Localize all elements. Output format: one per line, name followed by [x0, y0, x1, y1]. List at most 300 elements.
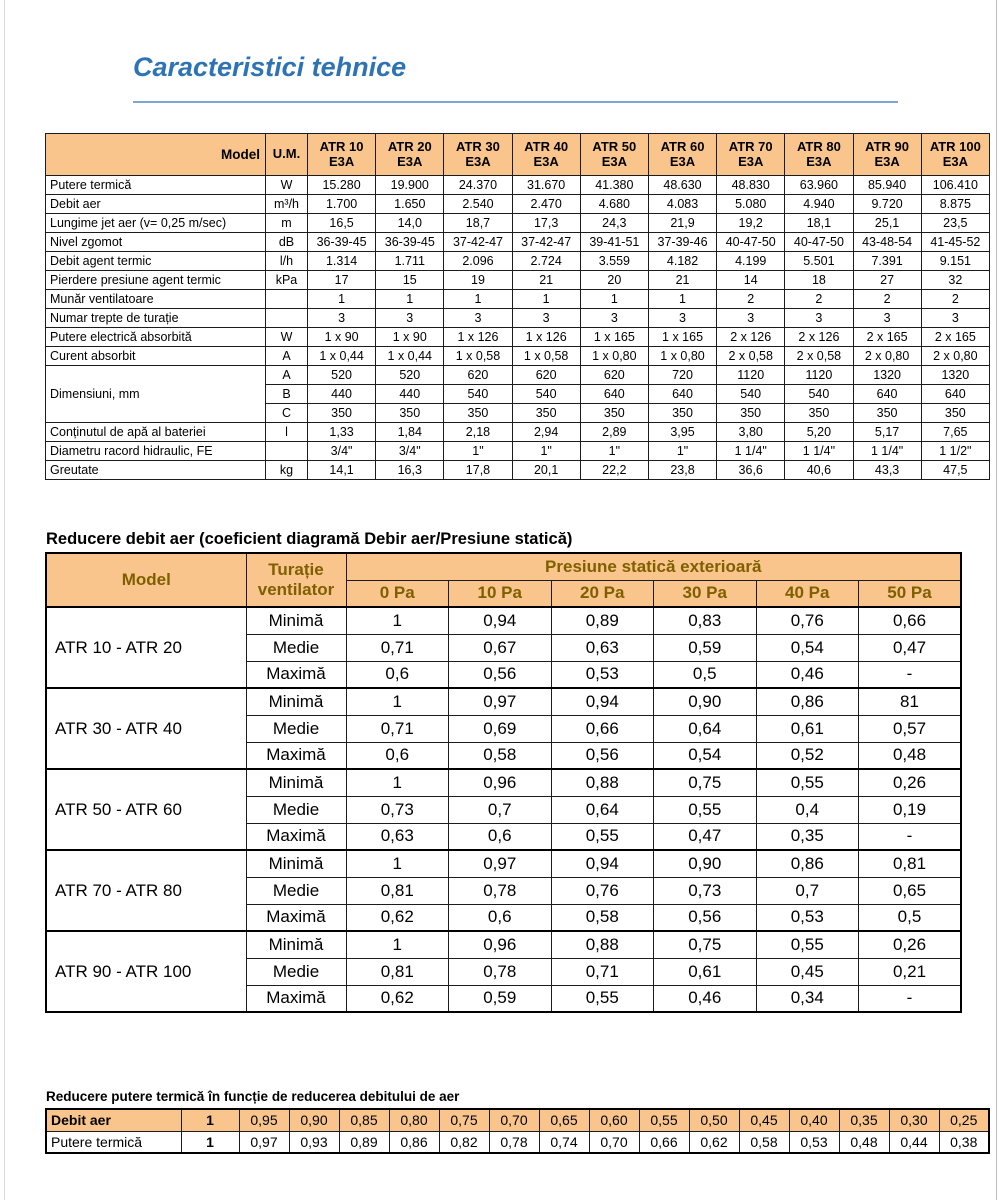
power-value-cell: 0,44 [889, 1131, 939, 1153]
page-edge-right [996, 0, 997, 1200]
spec-value-cell: 2 x 0,80 [921, 347, 989, 366]
spec-value-cell: 2.096 [444, 252, 512, 271]
spec-model-column-header: ATR 30 E3A [444, 134, 512, 176]
airflow-value-cell: 1 [346, 931, 449, 958]
spec-value-cell: 32 [921, 271, 989, 290]
spec-unit-cell: l [266, 423, 308, 442]
spec-value-cell: 2 [921, 290, 989, 309]
spec-value-cell: 1,84 [376, 423, 444, 442]
airflow-value-cell: 0,7 [449, 796, 552, 823]
power-value-cell: 0,74 [539, 1131, 589, 1153]
airflow-model-cell: ATR 30 - ATR 40 [46, 688, 246, 769]
airflow-value-cell: 0,94 [551, 850, 654, 877]
airflow-pressure-column-header: 50 Pa [859, 580, 962, 607]
airflow-value-cell: 0,64 [654, 715, 757, 742]
spec-model-column-header: ATR 90 E3A [853, 134, 921, 176]
spec-value-cell: 20,1 [512, 461, 580, 480]
airflow-value-cell: 0,52 [756, 742, 859, 769]
airflow-value-cell: 0,90 [654, 850, 757, 877]
airflow-value-cell: 0,21 [859, 958, 962, 985]
power-value-cell: 0,40 [789, 1109, 839, 1131]
spec-row [46, 309, 990, 328]
airflow-value-cell: 0,78 [449, 958, 552, 985]
spec-row-label: Putere termică [46, 176, 266, 195]
spec-unit-cell: B [266, 385, 308, 404]
airflow-value-cell: 0,55 [551, 985, 654, 1012]
power-value-cell: 0,75 [439, 1109, 489, 1131]
spec-value-cell: 4.083 [648, 195, 716, 214]
spec-value-cell: 1 x 0,80 [580, 347, 648, 366]
airflow-value-cell: 0,5 [654, 661, 757, 688]
spec-row-label: Debit agent termic [46, 252, 266, 271]
spec-value-cell: 640 [648, 385, 716, 404]
airflow-value-cell: 0,88 [551, 769, 654, 796]
spec-value-cell: 1 x 0,44 [376, 347, 444, 366]
airflow-header-row-1 [46, 553, 961, 580]
power-value-cell: 0,85 [339, 1109, 389, 1131]
spec-value-cell: 540 [717, 385, 785, 404]
airflow-speed-cell: Medie [246, 715, 346, 742]
power-value-cell: 0,93 [289, 1131, 339, 1153]
airflow-speed-cell: Maximă [246, 661, 346, 688]
spec-value-cell: 2.470 [512, 195, 580, 214]
power-value-cell: 0,82 [439, 1131, 489, 1153]
airflow-value-cell: 0,46 [756, 661, 859, 688]
spec-row-label: Lungime jet aer (v= 0,25 m/sec) [46, 214, 266, 233]
spec-row [46, 195, 990, 214]
spec-value-cell: 3 [785, 309, 853, 328]
spec-value-cell: 1.650 [376, 195, 444, 214]
spec-value-cell: 2 x 126 [717, 328, 785, 347]
spec-value-cell: 2 x 0,58 [717, 347, 785, 366]
airflow-value-cell: 0,97 [449, 688, 552, 715]
spec-row [46, 461, 990, 480]
spec-unit-cell [266, 290, 308, 309]
spec-value-cell: 7.391 [853, 252, 921, 271]
airflow-table-body [46, 607, 961, 1012]
power-value-cell: 0,45 [739, 1109, 789, 1131]
fanspeed-line2: ventilator [257, 580, 335, 599]
spec-unit-cell: W [266, 328, 308, 347]
spec-value-cell: 15 [376, 271, 444, 290]
spec-row-label: Debit aer [46, 195, 266, 214]
airflow-pressure-column-header: 0 Pa [346, 580, 449, 607]
airflow-pressure-header: Presiune statică exterioară [346, 553, 961, 580]
spec-row [46, 347, 990, 366]
spec-value-cell: 350 [648, 404, 716, 423]
spec-value-cell: 85.940 [853, 176, 921, 195]
spec-value-cell: 1 x 126 [512, 328, 580, 347]
airflow-value-cell: 81 [859, 688, 962, 715]
airflow-value-cell: 0,94 [551, 688, 654, 715]
airflow-row [46, 769, 961, 796]
spec-unit-cell: W [266, 176, 308, 195]
spec-value-cell: 1 [308, 290, 376, 309]
page-title: Caracteristici tehnice [133, 52, 407, 82]
airflow-value-cell: 0,6 [449, 823, 552, 850]
spec-value-cell: 24,3 [580, 214, 648, 233]
spec-um-header: U.M. [266, 134, 308, 176]
airflow-value-cell: 0,86 [756, 688, 859, 715]
power-value-cell: 0,53 [789, 1131, 839, 1153]
power-table-body [46, 1109, 989, 1153]
spec-unit-cell [266, 442, 308, 461]
spec-value-cell: 4.182 [648, 252, 716, 271]
airflow-speed-cell: Medie [246, 877, 346, 904]
spec-model-column-header: ATR 10 E3A [308, 134, 376, 176]
airflow-value-cell: 0,26 [859, 931, 962, 958]
airflow-value-cell: 0,83 [654, 607, 757, 634]
spec-value-cell: 5,17 [853, 423, 921, 442]
spec-row-label: Curent absorbit [46, 347, 266, 366]
airflow-value-cell: 0,56 [551, 742, 654, 769]
spec-value-cell: 2.540 [444, 195, 512, 214]
spec-value-cell: 15.280 [308, 176, 376, 195]
spec-value-cell: 1 [580, 290, 648, 309]
airflow-value-cell: 0,58 [551, 904, 654, 931]
spec-value-cell: 18,7 [444, 214, 512, 233]
spec-value-cell: 350 [376, 404, 444, 423]
spec-value-cell: 16,3 [376, 461, 444, 480]
spec-value-cell: 2 x 0,58 [785, 347, 853, 366]
power-value-cell: 0,50 [689, 1109, 739, 1131]
spec-row-label: Diametru racord hidraulic, FE [46, 442, 266, 461]
spec-value-cell: 3 [444, 309, 512, 328]
spec-value-cell: 41-45-52 [921, 233, 989, 252]
airflow-value-cell: 0,34 [756, 985, 859, 1012]
airflow-value-cell: 0,59 [654, 634, 757, 661]
spec-row [46, 442, 990, 461]
spec-value-cell: 2.724 [512, 252, 580, 271]
airflow-value-cell: 0,26 [859, 769, 962, 796]
airflow-value-cell: - [859, 985, 962, 1012]
spec-value-cell: 19.900 [376, 176, 444, 195]
power-value-cell: 0,30 [889, 1109, 939, 1131]
spec-value-cell: 3/4" [308, 442, 376, 461]
spec-value-cell: 9.151 [921, 252, 989, 271]
spec-value-cell: 37-42-47 [512, 233, 580, 252]
spec-value-cell: 7,65 [921, 423, 989, 442]
spec-value-cell: 3 [648, 309, 716, 328]
airflow-value-cell: 0,75 [654, 931, 757, 958]
spec-row [46, 290, 990, 309]
spec-value-cell: 1" [648, 442, 716, 461]
airflow-speed-cell: Maximă [246, 985, 346, 1012]
spec-row [46, 271, 990, 290]
airflow-value-cell: 0,67 [449, 634, 552, 661]
power-row [46, 1109, 989, 1131]
spec-value-cell: 21 [512, 271, 580, 290]
airflow-row [46, 607, 961, 634]
spec-value-cell: 9.720 [853, 195, 921, 214]
power-value-cell: 1 [181, 1131, 239, 1153]
spec-value-cell: 14,0 [376, 214, 444, 233]
spec-model-column-header: ATR 40 E3A [512, 134, 580, 176]
spec-value-cell: 31.670 [512, 176, 580, 195]
airflow-value-cell: 0,61 [756, 715, 859, 742]
airflow-row [46, 850, 961, 877]
power-value-cell: 0,62 [689, 1131, 739, 1153]
airflow-value-cell: 0,57 [859, 715, 962, 742]
airflow-value-cell: 0,56 [449, 661, 552, 688]
spec-value-cell: 1320 [853, 366, 921, 385]
spec-value-cell: 620 [580, 366, 648, 385]
airflow-value-cell: 0,65 [859, 877, 962, 904]
spec-row-label: Nivel zgomot [46, 233, 266, 252]
spec-value-cell: 1120 [785, 366, 853, 385]
power-value-cell: 0,38 [939, 1131, 989, 1153]
airflow-value-cell: 0,35 [756, 823, 859, 850]
airflow-speed-cell: Medie [246, 634, 346, 661]
power-value-cell: 0,66 [639, 1131, 689, 1153]
airflow-value-cell: 0,88 [551, 931, 654, 958]
airflow-value-cell: 0,66 [551, 715, 654, 742]
airflow-speed-cell: Maximă [246, 904, 346, 931]
spec-model-column-header: ATR 100 E3A [921, 134, 989, 176]
airflow-value-cell: 0,58 [449, 742, 552, 769]
spec-value-cell: 1 x 126 [444, 328, 512, 347]
spec-value-cell: 4.199 [717, 252, 785, 271]
airflow-value-cell: - [859, 823, 962, 850]
airflow-pressure-column-header: 20 Pa [551, 580, 654, 607]
spec-value-cell: 620 [444, 366, 512, 385]
spec-value-cell: 4.680 [580, 195, 648, 214]
spec-row [46, 328, 990, 347]
spec-value-cell: 48.630 [648, 176, 716, 195]
airflow-model-cell: ATR 70 - ATR 80 [46, 850, 246, 931]
spec-row [46, 423, 990, 442]
spec-value-cell: 2 [853, 290, 921, 309]
spec-value-cell: 540 [785, 385, 853, 404]
spec-value-cell: 37-39-46 [648, 233, 716, 252]
airflow-value-cell: 0,62 [346, 904, 449, 931]
spec-value-cell: 640 [580, 385, 648, 404]
spec-value-cell: 1 x 0,58 [444, 347, 512, 366]
spec-value-cell: 43-48-54 [853, 233, 921, 252]
airflow-value-cell: 1 [346, 688, 449, 715]
spec-row-label: Munăr ventilatoare [46, 290, 266, 309]
airflow-value-cell: 0,54 [654, 742, 757, 769]
power-value-cell: 0,70 [489, 1109, 539, 1131]
spec-value-cell: 1 1/4" [717, 442, 785, 461]
spec-value-cell: 17,8 [444, 461, 512, 480]
spec-value-cell: 23,8 [648, 461, 716, 480]
spec-model-column-header: ATR 60 E3A [648, 134, 716, 176]
airflow-value-cell: 0,6 [449, 904, 552, 931]
airflow-value-cell: 0,76 [756, 607, 859, 634]
spec-value-cell: 5.080 [717, 195, 785, 214]
airflow-value-cell: 0,6 [346, 661, 449, 688]
spec-value-cell: 24.370 [444, 176, 512, 195]
spec-value-cell: 21 [648, 271, 716, 290]
spec-value-cell: 3.559 [580, 252, 648, 271]
spec-unit-cell: m [266, 214, 308, 233]
spec-row-label: Conținutul de apă al bateriei [46, 423, 266, 442]
spec-value-cell: 36,6 [717, 461, 785, 480]
spec-value-cell: 37-42-47 [444, 233, 512, 252]
spec-value-cell: 350 [717, 404, 785, 423]
airflow-value-cell: 0,73 [654, 877, 757, 904]
spec-value-cell: 106.410 [921, 176, 989, 195]
spec-value-cell: 2 [785, 290, 853, 309]
spec-value-cell: 19 [444, 271, 512, 290]
airflow-value-cell: 0,69 [449, 715, 552, 742]
spec-model-header: Model [46, 134, 266, 176]
airflow-value-cell: 1 [346, 607, 449, 634]
airflow-speed-cell: Minimă [246, 931, 346, 958]
airflow-value-cell: 0,76 [551, 877, 654, 904]
spec-value-cell: 1 [444, 290, 512, 309]
spec-value-cell: 1 1/4" [853, 442, 921, 461]
airflow-value-cell: 0,66 [859, 607, 962, 634]
spec-value-cell: 36-39-45 [308, 233, 376, 252]
airflow-speed-cell: Medie [246, 796, 346, 823]
airflow-value-cell: 0,55 [654, 796, 757, 823]
spec-value-cell: 350 [308, 404, 376, 423]
airflow-value-cell: 0,71 [346, 715, 449, 742]
spec-value-cell: 1 x 0,58 [512, 347, 580, 366]
airflow-value-cell: 0,73 [346, 796, 449, 823]
spec-row [46, 366, 990, 385]
airflow-value-cell: 0,53 [756, 904, 859, 931]
power-value-cell: 0,78 [489, 1131, 539, 1153]
airflow-model-cell: ATR 90 - ATR 100 [46, 931, 246, 1012]
airflow-pressure-column-header: 10 Pa [449, 580, 552, 607]
airflow-table [45, 552, 962, 1013]
airflow-model-cell: ATR 50 - ATR 60 [46, 769, 246, 850]
spec-value-cell: 19,2 [717, 214, 785, 233]
airflow-value-cell: 0,7 [756, 877, 859, 904]
airflow-value-cell: 0,81 [859, 850, 962, 877]
airflow-value-cell: - [859, 661, 962, 688]
spec-value-cell: 1 1/2" [921, 442, 989, 461]
spec-row [46, 214, 990, 233]
spec-model-column-header: ATR 80 E3A [785, 134, 853, 176]
spec-value-cell: 1 x 0,80 [648, 347, 716, 366]
spec-value-cell: 3 [512, 309, 580, 328]
airflow-row [46, 688, 961, 715]
spec-value-cell: 3 [308, 309, 376, 328]
airflow-value-cell: 0,6 [346, 742, 449, 769]
spec-value-cell: 3 [853, 309, 921, 328]
airflow-value-cell: 0,5 [859, 904, 962, 931]
spec-value-cell: 47,5 [921, 461, 989, 480]
spec-value-cell: 440 [376, 385, 444, 404]
spec-value-cell: 8.875 [921, 195, 989, 214]
airflow-value-cell: 0,94 [449, 607, 552, 634]
power-value-cell: 0,97 [239, 1131, 289, 1153]
spec-model-column-header: ATR 70 E3A [717, 134, 785, 176]
title-underline [133, 101, 898, 103]
airflow-value-cell: 0,62 [346, 985, 449, 1012]
spec-value-cell: 21,9 [648, 214, 716, 233]
power-row [46, 1131, 989, 1153]
airflow-value-cell: 0,47 [654, 823, 757, 850]
spec-value-cell: 640 [853, 385, 921, 404]
spec-value-cell: 17,3 [512, 214, 580, 233]
spec-value-cell: 4.940 [785, 195, 853, 214]
spec-model-column-header: ATR 20 E3A [376, 134, 444, 176]
airflow-value-cell: 0,97 [449, 850, 552, 877]
airflow-value-cell: 0,55 [756, 769, 859, 796]
spec-value-cell: 1 x 165 [648, 328, 716, 347]
spec-value-cell: 350 [921, 404, 989, 423]
spec-value-cell: 1 x 90 [308, 328, 376, 347]
spec-value-cell: 20 [580, 271, 648, 290]
spec-value-cell: 27 [853, 271, 921, 290]
spec-value-cell: 41.380 [580, 176, 648, 195]
spec-value-cell: 3,95 [648, 423, 716, 442]
airflow-pressure-column-header: 40 Pa [756, 580, 859, 607]
spec-value-cell: 17 [308, 271, 376, 290]
spec-row [46, 176, 990, 195]
airflow-fanspeed-header [246, 553, 346, 607]
spec-value-cell: 2,18 [444, 423, 512, 442]
spec-value-cell: 3/4" [376, 442, 444, 461]
airflow-value-cell: 0,47 [859, 634, 962, 661]
airflow-value-cell: 0,71 [551, 958, 654, 985]
spec-table [45, 133, 990, 480]
airflow-value-cell: 0,89 [551, 607, 654, 634]
spec-value-cell: 23,5 [921, 214, 989, 233]
airflow-value-cell: 0,86 [756, 850, 859, 877]
airflow-value-cell: 0,81 [346, 958, 449, 985]
spec-value-cell: 620 [512, 366, 580, 385]
airflow-value-cell: 0,48 [859, 742, 962, 769]
spec-unit-cell: l/h [266, 252, 308, 271]
spec-value-cell: 1.711 [376, 252, 444, 271]
airflow-value-cell: 0,75 [654, 769, 757, 796]
power-value-cell: 0,90 [289, 1109, 339, 1131]
airflow-value-cell: 1 [346, 769, 449, 796]
power-value-cell: 0,25 [939, 1109, 989, 1131]
spec-value-cell: 2 x 0,80 [853, 347, 921, 366]
airflow-model-header: Model [46, 553, 246, 607]
airflow-value-cell: 0,78 [449, 877, 552, 904]
power-value-cell: 0,95 [239, 1109, 289, 1131]
spec-value-cell: 520 [308, 366, 376, 385]
power-table [45, 1108, 990, 1154]
airflow-value-cell: 0,53 [551, 661, 654, 688]
spec-value-cell: 1 [512, 290, 580, 309]
spec-value-cell: 1,33 [308, 423, 376, 442]
power-value-cell: 0,35 [839, 1109, 889, 1131]
spec-value-cell: 2 [717, 290, 785, 309]
spec-unit-cell: C [266, 404, 308, 423]
power-value-cell: 1 [181, 1109, 239, 1131]
airflow-value-cell: 0,63 [551, 634, 654, 661]
spec-value-cell: 43,3 [853, 461, 921, 480]
spec-value-cell: 1" [580, 442, 648, 461]
spec-value-cell: 1 x 0,44 [308, 347, 376, 366]
spec-value-cell: 2 x 165 [853, 328, 921, 347]
airflow-speed-cell: Maximă [246, 823, 346, 850]
spec-value-cell: 440 [308, 385, 376, 404]
airflow-value-cell: 0,64 [551, 796, 654, 823]
spec-value-cell: 39-41-51 [580, 233, 648, 252]
spec-value-cell: 48.830 [717, 176, 785, 195]
spec-value-cell: 540 [512, 385, 580, 404]
airflow-value-cell: 0,96 [449, 931, 552, 958]
page-edge-left [4, 0, 5, 1200]
spec-value-cell: 3,80 [717, 423, 785, 442]
power-value-cell: 0,48 [839, 1131, 889, 1153]
airflow-model-cell: ATR 10 - ATR 20 [46, 607, 246, 688]
power-row-label: Putere termică [46, 1131, 181, 1153]
power-value-cell: 0,86 [389, 1131, 439, 1153]
spec-value-cell: 1320 [921, 366, 989, 385]
airflow-value-cell: 0,81 [346, 877, 449, 904]
